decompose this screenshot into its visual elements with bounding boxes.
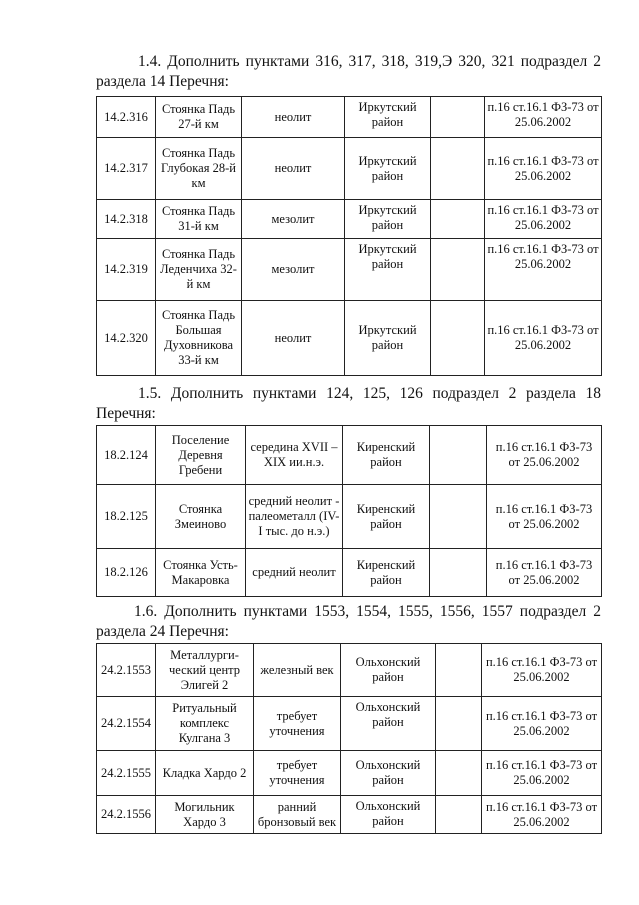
- row-name: Поселение Деревня Гребени: [156, 426, 246, 485]
- row-law: п.16 ст.16.1 ФЗ-73 от 25.06.2002: [485, 301, 602, 376]
- table-row: [97, 200, 602, 239]
- row-law: п.16 ст.16.1 ФЗ-73 от 25.06.2002: [487, 426, 602, 485]
- row-district: Киренский район: [343, 426, 430, 485]
- row-law: п.16 ст.16.1 ФЗ-73 от 25.06.2002: [485, 97, 602, 138]
- row-period: середина XVII – XIX ии.н.э.: [246, 426, 343, 485]
- row-empty: [436, 697, 482, 751]
- row-empty: [431, 138, 485, 200]
- row-name: Стоянка Змеиново: [156, 485, 246, 549]
- section-heading-1-4: [96, 52, 601, 92]
- row-code: 24.2.1556: [97, 796, 156, 834]
- table-row: [97, 644, 602, 697]
- row-district: Ольхонский район: [341, 644, 436, 697]
- row-period: неолит: [242, 97, 345, 138]
- row-code: 14.2.317: [97, 138, 156, 200]
- row-code: 14.2.320: [97, 301, 156, 376]
- row-period: ранний бронзовый век: [254, 796, 341, 834]
- row-law: п.16 ст.16.1 ФЗ-73 от 25.06.2002: [485, 239, 602, 301]
- row-empty: [431, 301, 485, 376]
- row-empty: [436, 796, 482, 834]
- row-name: Металлурги-ческий центр Элигей 2: [156, 644, 254, 697]
- row-period: средний неолит - палеометалл (IV-I тыс. до н.э.): [246, 485, 343, 549]
- row-code: 18.2.125: [97, 485, 156, 549]
- row-law: п.16 ст.16.1 ФЗ-73 от 25.06.2002: [487, 549, 602, 597]
- row-district: Иркутский район: [345, 200, 431, 239]
- table-row: [97, 138, 602, 200]
- row-code: 14.2.319: [97, 239, 156, 301]
- row-law: п.16 ст.16.1 ФЗ-73 от 25.06.2002: [485, 138, 602, 200]
- table-row: [97, 751, 602, 796]
- row-name: Стоянка Падь 31-й км: [156, 200, 242, 239]
- row-district: Киренский район: [343, 549, 430, 597]
- row-name: Стоянка Падь 27-й км: [156, 97, 242, 138]
- row-law: п.16 ст.16.1 ФЗ-73 от 25.06.2002: [485, 200, 602, 239]
- section-heading-line2: раздела 24 Перечня:: [96, 623, 229, 640]
- row-period: требует уточнения: [254, 697, 341, 751]
- row-law: п.16 ст.16.1 ФЗ-73 от 25.06.2002: [482, 644, 602, 697]
- section-heading-1-5: [96, 384, 601, 424]
- table-row: [97, 485, 602, 549]
- table-section-24: [96, 643, 602, 834]
- row-name: Ритуальный комплекс Кулгана 3: [156, 697, 254, 751]
- row-law: п.16 ст.16.1 ФЗ-73 от 25.06.2002: [482, 697, 602, 751]
- section-heading-line1: 1.4. Дополнить пунктами 316, 317, 318, 319,Э 320, 321 подраздел 2: [138, 53, 601, 70]
- row-district: Ольхонский район: [341, 697, 436, 751]
- row-code: 14.2.316: [97, 97, 156, 138]
- row-name: Стоянка Усть-Макаровка: [156, 549, 246, 597]
- row-district: Иркутский район: [345, 138, 431, 200]
- row-code: 24.2.1554: [97, 697, 156, 751]
- row-period: требует уточнения: [254, 751, 341, 796]
- table-row: [97, 697, 602, 751]
- table-row: [97, 549, 602, 597]
- table-row: [97, 97, 602, 138]
- row-code: 18.2.126: [97, 549, 156, 597]
- row-name: Стоянка Падь Глубокая 28-й км: [156, 138, 242, 200]
- table-row: [97, 426, 602, 485]
- row-period: средний неолит: [246, 549, 343, 597]
- row-empty: [436, 644, 482, 697]
- row-district: Ольхонский район: [341, 751, 436, 796]
- section-heading-line2: раздела 14 Перечня:: [96, 73, 229, 90]
- row-law: п.16 ст.16.1 ФЗ-73 от 25.06.2002: [487, 485, 602, 549]
- row-district: Ольхонский район: [341, 796, 436, 834]
- row-name: Стоянка Падь Большая Духовникова 33-й км: [156, 301, 242, 376]
- row-empty: [430, 485, 487, 549]
- row-name: Стоянка Падь Леденчиха 32-й км: [156, 239, 242, 301]
- row-period: железный век: [254, 644, 341, 697]
- row-code: 24.2.1553: [97, 644, 156, 697]
- section-heading-line1: 1.6. Дополнить пунктами 1553, 1554, 1555, 1556, 1557 подраздел 2: [134, 603, 601, 620]
- row-district: Иркутский район: [345, 97, 431, 138]
- row-period: неолит: [242, 138, 345, 200]
- row-period: мезолит: [242, 200, 345, 239]
- row-empty: [436, 751, 482, 796]
- row-district: Иркутский район: [345, 301, 431, 376]
- table-row: [97, 239, 602, 301]
- row-empty: [431, 97, 485, 138]
- row-name: Кладка Хардо 2: [156, 751, 254, 796]
- row-law: п.16 ст.16.1 ФЗ-73 от 25.06.2002: [482, 751, 602, 796]
- table-row: [97, 301, 602, 376]
- table-section-18: [96, 425, 602, 597]
- row-empty: [430, 549, 487, 597]
- row-period: мезолит: [242, 239, 345, 301]
- table-row: [97, 796, 602, 834]
- section-heading-1-6: [96, 602, 601, 642]
- row-period: неолит: [242, 301, 345, 376]
- row-law: п.16 ст.16.1 ФЗ-73 от 25.06.2002: [482, 796, 602, 834]
- row-code: 24.2.1555: [97, 751, 156, 796]
- row-name: Могильник Хардо 3: [156, 796, 254, 834]
- row-code: 18.2.124: [97, 426, 156, 485]
- row-empty: [431, 200, 485, 239]
- table-section-14: [96, 96, 602, 376]
- row-district: Иркутский район: [345, 239, 431, 301]
- row-district: Киренский район: [343, 485, 430, 549]
- section-heading-line1: 1.5. Дополнить пунктами 124, 125, 126 подраздел 2 раздела 18: [138, 385, 601, 402]
- row-code: 14.2.318: [97, 200, 156, 239]
- section-heading-line2: Перечня:: [96, 405, 156, 422]
- row-empty: [431, 239, 485, 301]
- row-empty: [430, 426, 487, 485]
